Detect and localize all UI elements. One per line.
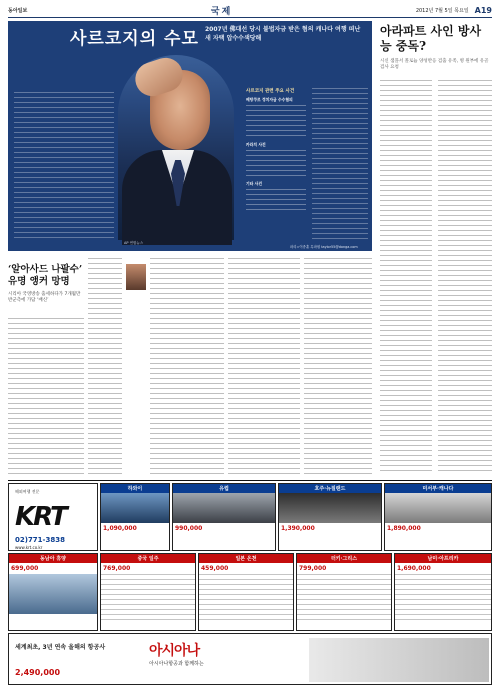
page-header [8,4,492,18]
right-article-title: 아라파트 사인 방사능 중독? [380,24,482,53]
sidebar-heading: 사르코지 관련 주요 사건 [246,89,295,94]
ad-box: 미서부·캐나다 1,890,000 [384,483,492,551]
asiana-banner [8,633,492,685]
page-number: A19 [474,6,492,15]
right-article-body-col2 [438,80,492,475]
section-title: 국제 [210,7,233,17]
feature-byline: 파리=이종훈 특파원 taylor55@donga.com [290,245,358,249]
ad-box: 중국 일주 769,000 [100,553,196,631]
krt-phone: 02)771-3838 [15,536,65,544]
banner-subtitle: 아시아나항공과 함께하는 [149,661,204,667]
ad-price: 1,390,000 [281,525,315,532]
ad-price: 459,000 [201,565,229,572]
photo-credit: AP 연합뉴스 [124,241,144,245]
feature-body-right [312,88,368,243]
lower-body-3 [228,258,300,476]
ad-box: 일본 온천 459,000 [198,553,294,631]
right-article-byline: 시신 샘플서 폴로늄 양성반응 검출 유족, 병 원부에 유골검사 요청 [380,59,489,70]
feature-sidebar [246,88,306,248]
ad-box: 유럽 990,000 [172,483,276,551]
banner-lead: 세계최초, 3년 연속 올해의 항공사 [15,644,106,651]
feature-title: 사르코지의 수모 [70,29,199,49]
sidebar-item: 베탕쿠르 정치자금 수수혐의 [246,97,293,102]
ad-box: 호주·뉴질랜드 1,390,000 [278,483,382,551]
ad-box: 남미·아프리카 1,690,000 [394,553,492,631]
advertisement-section [8,480,492,685]
ad-box: 터키·그리스 799,000 [296,553,392,631]
ad-price: 1,690,000 [397,565,431,572]
right-article-body [380,80,432,475]
lower-body-0 [8,318,84,476]
krt-subtitle: 해외여행 전문 [15,489,40,494]
ad-price: 699,000 [11,565,39,572]
krt-ad [8,483,98,551]
banner-photo [309,638,489,682]
lower-article-title: ‘알아사드 나팔수’ 유명 앵커 망명 [8,264,83,287]
ad-box: 동남아 휴양 699,000 [8,553,98,631]
lower-article-photo [126,264,146,290]
krt-logo: KRT [15,502,66,532]
banner-price: 2,490,000 [15,668,61,677]
feature-body-left [14,92,114,242]
ad-box: 하와이 1,090,000 [100,483,170,551]
lower-article-subtitle: 시리아 국영방송 출세하다가 7개월만 반군측에 가담 ‘배신’ [8,292,81,303]
krt-web: www.krt.co.kr [15,545,43,550]
ad-price: 769,000 [103,565,131,572]
lower-body-1 [88,258,122,476]
sidebar-item: 카라치 사건 [246,142,266,147]
lower-body-2 [150,258,224,476]
ad-price: 799,000 [299,565,327,572]
masthead: 동아일보 [8,8,28,14]
ad-price: 1,090,000 [103,525,137,532]
date-line: 2012년 7월 5일 목요일 [415,8,469,14]
lower-body-4 [304,258,372,476]
ad-price: 1,890,000 [387,525,421,532]
sidebar-item: 기타 사건 [246,181,262,186]
ad-price: 990,000 [175,525,203,532]
feature-subtitle: 2007년 佛대선 당시 불법자금 받은 혐의 캐나다 여행 떠난새 자택 압수수색당해 [205,26,361,42]
banner-brand: 아시아나 [149,643,200,659]
